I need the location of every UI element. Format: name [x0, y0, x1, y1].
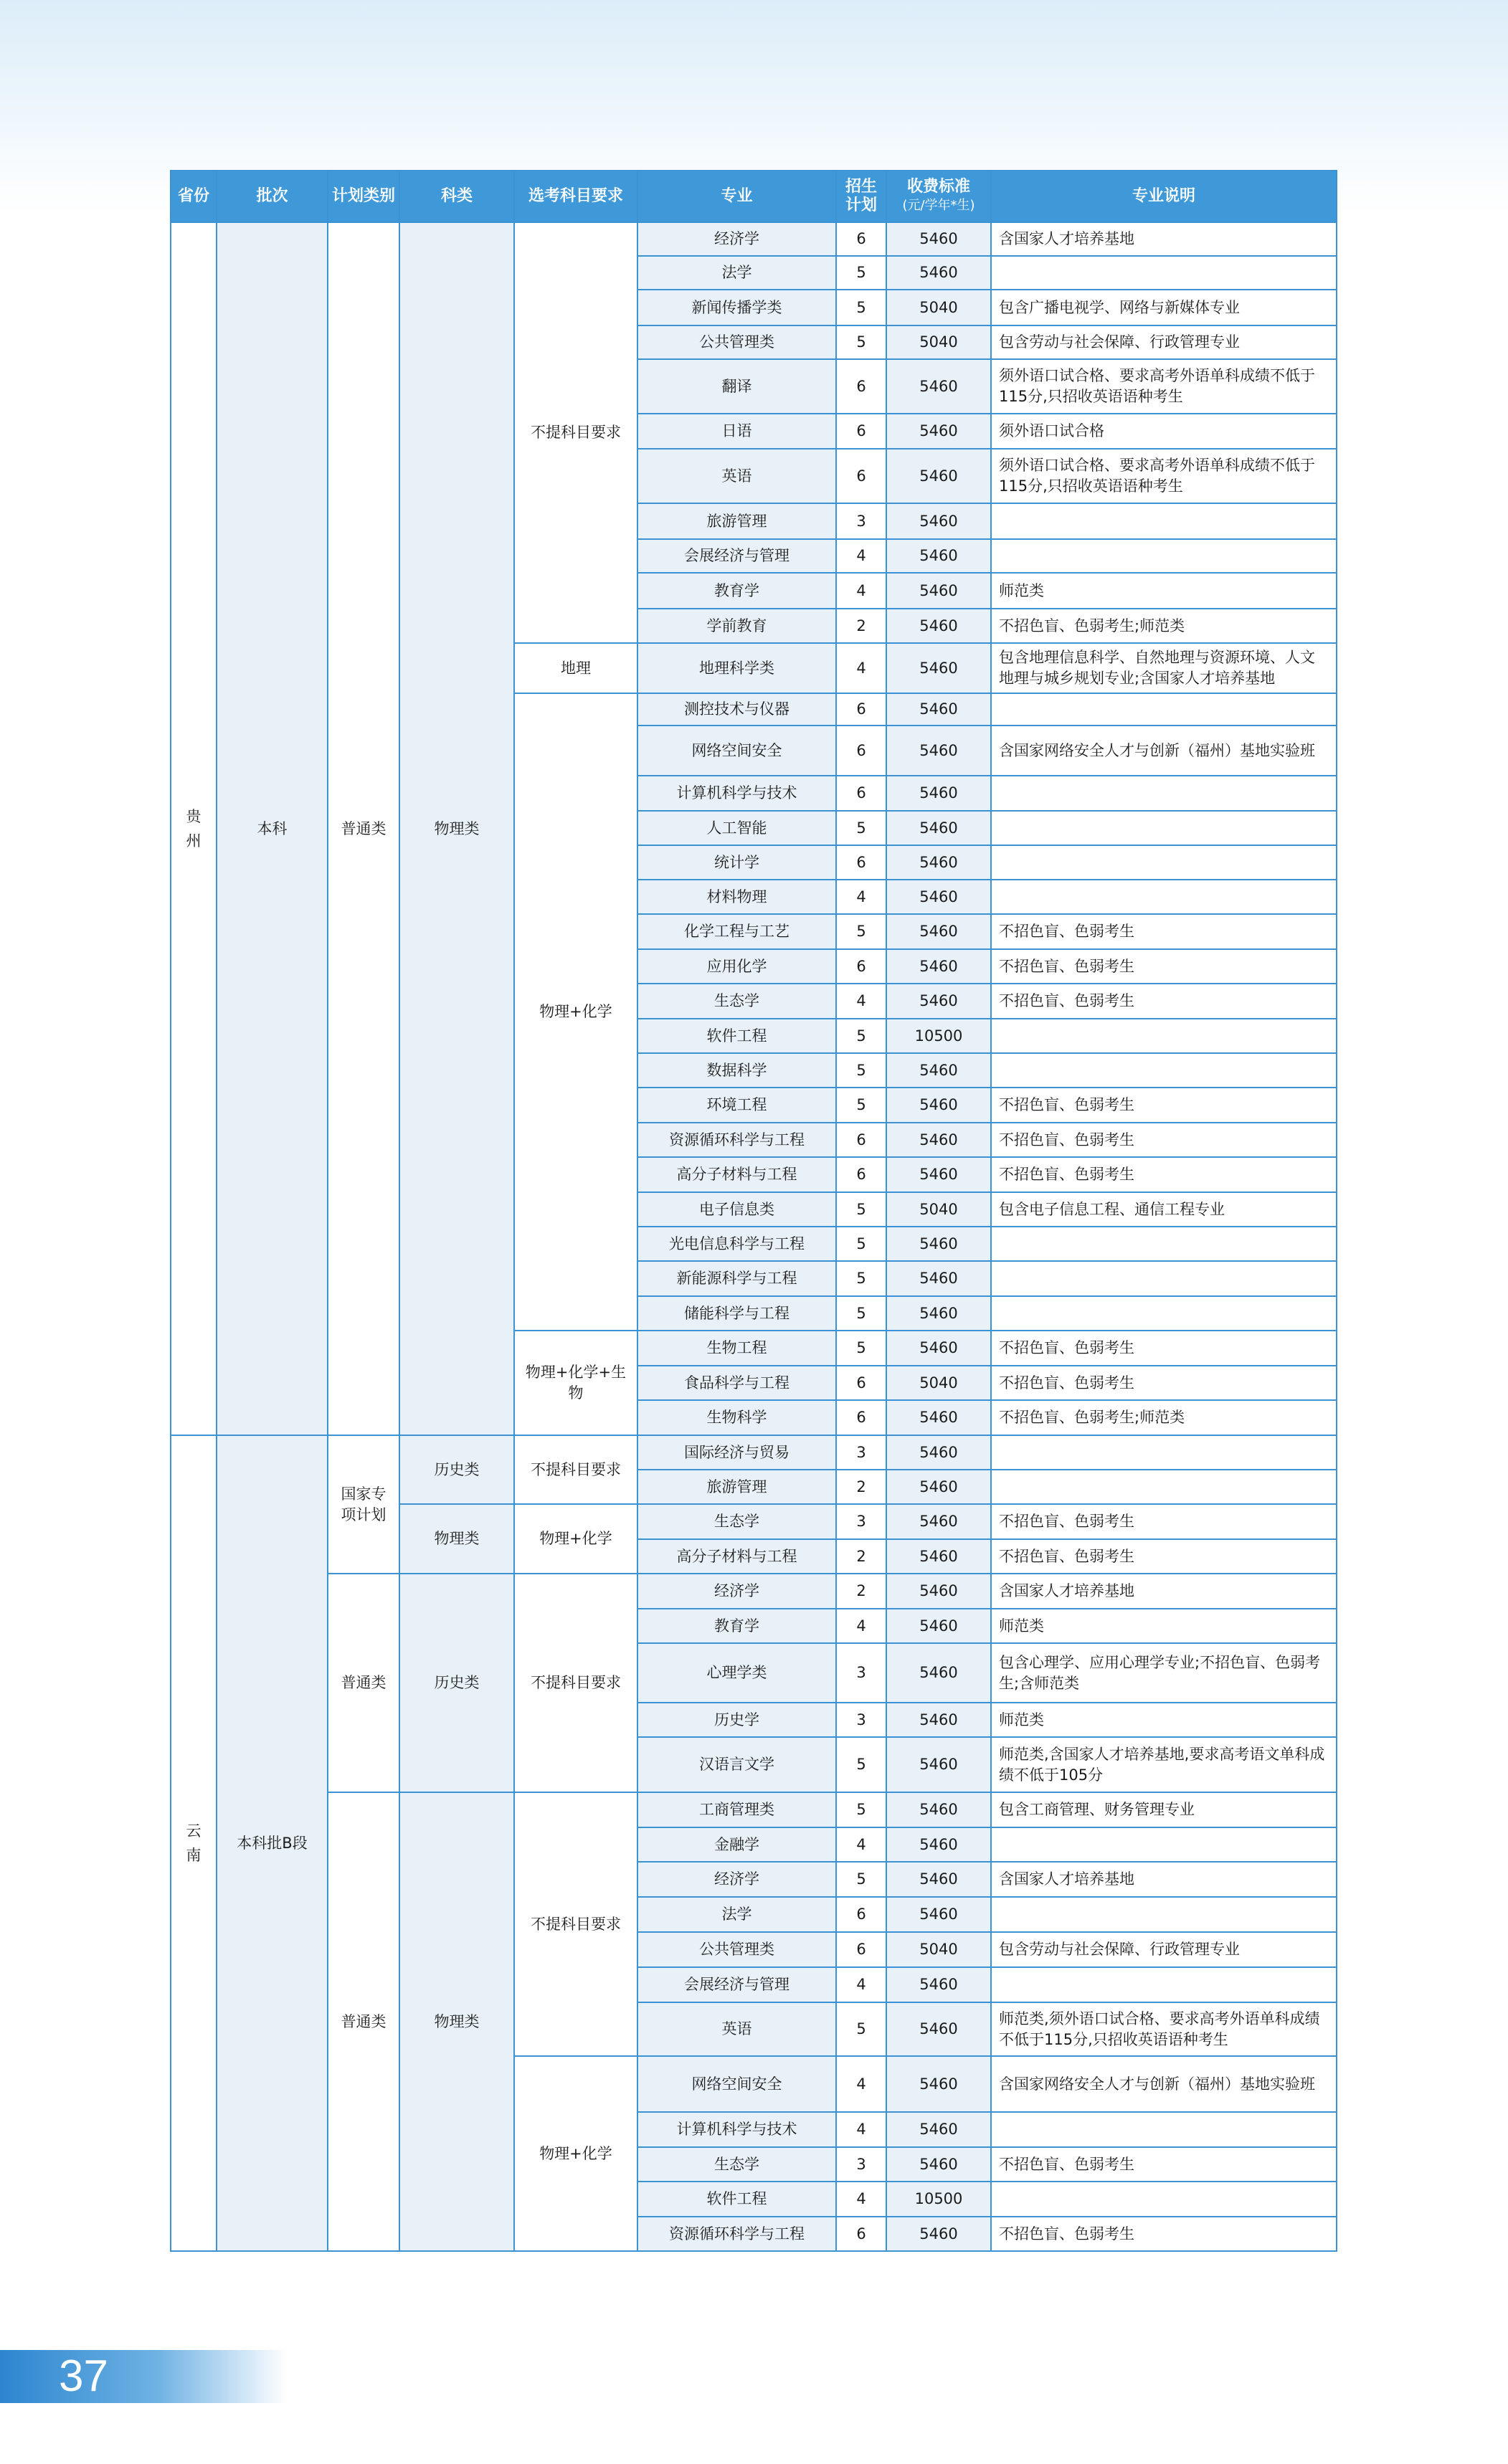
major-note: 不招色盲、色弱考生 [991, 1504, 1337, 1539]
enrollment-count: 6 [836, 1157, 886, 1192]
fee-value: 5460 [886, 573, 991, 609]
subject-req-yunnan-phy-chem-1: 物理+化学 [514, 1504, 637, 1574]
major-name: 经济学 [637, 1862, 836, 1897]
major-name: 地理科学类 [637, 643, 836, 693]
fee-value: 5460 [886, 256, 991, 290]
major-note: 不招色盲、色弱考生;师范类 [991, 1400, 1337, 1435]
admission-plan-table [170, 170, 1337, 2252]
fee-value: 5040 [886, 1192, 991, 1227]
fee-value: 5460 [886, 1470, 991, 1504]
major-name: 日语 [637, 414, 836, 449]
fee-value: 5460 [886, 643, 991, 693]
major-name: 生态学 [637, 984, 836, 1019]
fee-value: 10500 [886, 1019, 991, 1053]
major-name: 资源循环科学与工程 [637, 2217, 836, 2251]
fee-value: 5460 [886, 1539, 991, 1574]
fee-value: 5460 [886, 1737, 991, 1792]
major-note [991, 2112, 1337, 2147]
fee-value: 10500 [886, 2182, 991, 2217]
major-name: 生态学 [637, 2147, 836, 2182]
subject-req-guizhou-geo: 地理 [514, 643, 637, 693]
fee-value: 5460 [886, 1088, 991, 1123]
fee-value: 5460 [886, 1703, 991, 1737]
subject-req-guizhou-none: 不提科目要求 [514, 222, 637, 643]
major-note: 不招色盲、色弱考生 [991, 949, 1337, 984]
major-name: 公共管理类 [637, 1932, 836, 1967]
major-note [991, 693, 1337, 726]
major-note: 含国家网络安全人才与创新（福州）基地实验班 [991, 726, 1337, 776]
major-note [991, 811, 1337, 845]
enrollment-count: 5 [836, 325, 886, 359]
enrollment-count: 5 [836, 2002, 886, 2056]
fee-value: 5460 [886, 609, 991, 643]
major-name: 法学 [637, 1897, 836, 1932]
fee-value: 5460 [886, 914, 991, 949]
category-yunnan-physics-1: 物理类 [399, 1504, 514, 1574]
fee-value: 5460 [886, 1435, 991, 1470]
subject-req-yunnan-none-3: 不提科目要求 [514, 1792, 637, 2056]
enrollment-count: 5 [836, 1862, 886, 1897]
major-note: 含国家人才培养基地 [991, 1574, 1337, 1609]
fee-value: 5460 [886, 1261, 991, 1296]
batch-yunnan: 本科批B段 [217, 1435, 328, 2251]
major-name: 软件工程 [637, 2182, 836, 2217]
major-name: 计算机科学与技术 [637, 2112, 836, 2147]
enrollment-count: 4 [836, 1609, 886, 1643]
major-name: 网络空间安全 [637, 726, 836, 776]
major-name: 学前教育 [637, 609, 836, 643]
enrollment-count: 5 [836, 1296, 886, 1331]
major-name: 旅游管理 [637, 503, 836, 539]
major-name: 国际经济与贸易 [637, 1435, 836, 1470]
major-note: 须外语口试合格 [991, 414, 1337, 449]
enrollment-count: 5 [836, 1053, 886, 1088]
major-name: 数据科学 [637, 1053, 836, 1088]
page-number: 37 [0, 2350, 287, 2403]
major-note: 须外语口试合格、要求高考外语单科成绩不低于115分,只招收英语语种考生 [991, 359, 1337, 414]
fee-value: 5460 [886, 949, 991, 984]
major-name: 会展经济与管理 [637, 539, 836, 573]
enrollment-count: 6 [836, 949, 886, 984]
major-note: 包含劳动与社会保障、行政管理专业 [991, 1932, 1337, 1967]
major-note: 须外语口试合格、要求高考外语单科成绩不低于115分,只招收英语语种考生 [991, 449, 1337, 503]
header-category: 科类 [399, 171, 514, 222]
major-name: 统计学 [637, 845, 836, 880]
table-row [171, 1435, 1337, 1470]
province-guizhou-char-2: 州 [186, 832, 201, 850]
major-name: 心理学类 [637, 1643, 836, 1703]
fee-value: 5460 [886, 414, 991, 449]
subject-req-guizhou-phy-chem: 物理+化学 [514, 693, 637, 1331]
major-name: 翻译 [637, 359, 836, 414]
major-note [991, 1296, 1337, 1331]
header-province: 省份 [171, 171, 217, 222]
enrollment-count: 5 [836, 1792, 886, 1827]
table-row [171, 1574, 1337, 1609]
major-note: 包含心理学、应用心理学专业;不招色盲、色弱考生;含师范类 [991, 1643, 1337, 1703]
major-note [991, 1053, 1337, 1088]
major-note: 不招色盲、色弱考生 [991, 914, 1337, 949]
header-major: 专业 [637, 171, 836, 222]
enrollment-count: 4 [836, 984, 886, 1019]
major-note [991, 539, 1337, 573]
enrollment-count: 6 [836, 726, 886, 776]
major-name: 化学工程与工艺 [637, 914, 836, 949]
plan-type-yunnan-general-2: 普通类 [328, 1792, 399, 2251]
header-note: 专业说明 [991, 171, 1337, 222]
major-note: 师范类 [991, 573, 1337, 609]
fee-value: 5460 [886, 1574, 991, 1609]
province-guizhou [171, 222, 217, 1435]
fee-value: 5460 [886, 2112, 991, 2147]
major-name: 金融学 [637, 1827, 836, 1862]
batch-guizhou: 本科 [217, 222, 328, 1435]
enrollment-count: 4 [836, 643, 886, 693]
major-note [991, 503, 1337, 539]
enrollment-count: 3 [836, 1435, 886, 1470]
plan-type-guizhou: 普通类 [328, 222, 399, 1435]
major-name: 法学 [637, 256, 836, 290]
table-body [171, 222, 1337, 2251]
enrollment-count: 6 [836, 1897, 886, 1932]
fee-value: 5460 [886, 1157, 991, 1192]
major-note [991, 256, 1337, 290]
fee-value: 5460 [886, 1331, 991, 1366]
major-note: 师范类 [991, 1609, 1337, 1643]
major-name: 储能科学与工程 [637, 1296, 836, 1331]
fee-value: 5460 [886, 811, 991, 845]
enrollment-count: 6 [836, 449, 886, 503]
major-name: 应用化学 [637, 949, 836, 984]
enrollment-count: 4 [836, 1967, 886, 2002]
enrollment-count: 3 [836, 503, 886, 539]
major-note: 不招色盲、色弱考生 [991, 1331, 1337, 1366]
major-note: 包含劳动与社会保障、行政管理专业 [991, 325, 1337, 359]
major-name: 生物科学 [637, 1400, 836, 1435]
major-note: 不招色盲、色弱考生;师范类 [991, 609, 1337, 643]
major-note [991, 845, 1337, 880]
major-note [991, 1227, 1337, 1261]
fee-value: 5460 [886, 2217, 991, 2251]
major-name: 网络空间安全 [637, 2056, 836, 2112]
header-fee-unit: (元/学年*生) [902, 198, 975, 213]
fee-value: 5460 [886, 1053, 991, 1088]
major-note: 师范类 [991, 1703, 1337, 1737]
major-note: 师范类,须外语口试合格、要求高考外语单科成绩不低于115分,只招收英语语种考生 [991, 2002, 1337, 2056]
fee-value: 5460 [886, 1609, 991, 1643]
fee-value: 5460 [886, 1862, 991, 1897]
header-batch: 批次 [217, 171, 328, 222]
major-note: 不招色盲、色弱考生 [991, 2147, 1337, 2182]
plan-type-yunnan-general-1: 普通类 [328, 1574, 399, 1792]
major-note: 师范类,含国家人才培养基地,要求高考语文单科成绩不低于105分 [991, 1737, 1337, 1792]
fee-value: 5460 [886, 1967, 991, 2002]
fee-value: 5040 [886, 1932, 991, 1967]
enrollment-count: 5 [836, 290, 886, 325]
major-note [991, 1019, 1337, 1053]
fee-value: 5460 [886, 693, 991, 726]
major-note [991, 880, 1337, 914]
enrollment-count: 4 [836, 2056, 886, 2112]
enrollment-count: 5 [836, 1088, 886, 1123]
enrollment-count: 5 [836, 811, 886, 845]
header-fee-main: 收费标准 [906, 178, 970, 196]
major-name: 电子信息类 [637, 1192, 836, 1227]
fee-value: 5460 [886, 726, 991, 776]
fee-value: 5460 [886, 503, 991, 539]
fee-value: 5460 [886, 2056, 991, 2112]
major-name: 新闻传播学类 [637, 290, 836, 325]
major-note: 含国家人才培养基地 [991, 1862, 1337, 1897]
major-note: 不招色盲、色弱考生 [991, 1157, 1337, 1192]
header-plan-type: 计划类别 [328, 171, 399, 222]
enrollment-count: 4 [836, 1827, 886, 1862]
fee-value: 5460 [886, 776, 991, 811]
major-name: 工商管理类 [637, 1792, 836, 1827]
enrollment-count: 5 [836, 1019, 886, 1053]
fee-value: 5460 [886, 984, 991, 1019]
enrollment-count: 5 [836, 1227, 886, 1261]
fee-value: 5040 [886, 290, 991, 325]
major-note [991, 1967, 1337, 2002]
fee-value: 5040 [886, 325, 991, 359]
fee-value: 5460 [886, 1643, 991, 1703]
fee-value: 5460 [886, 222, 991, 256]
major-name: 生物工程 [637, 1331, 836, 1366]
major-name: 会展经济与管理 [637, 1967, 836, 2002]
major-name: 高分子材料与工程 [637, 1157, 836, 1192]
province-yunnan [171, 1435, 217, 2251]
major-note: 不招色盲、色弱考生 [991, 984, 1337, 1019]
fee-value: 5460 [886, 1227, 991, 1261]
major-name: 英语 [637, 449, 836, 503]
major-name: 英语 [637, 2002, 836, 2056]
fee-value: 5460 [886, 1792, 991, 1827]
major-name: 公共管理类 [637, 325, 836, 359]
major-note [991, 776, 1337, 811]
enrollment-count: 3 [836, 1703, 886, 1737]
major-note [991, 1435, 1337, 1470]
enrollment-count: 6 [836, 1932, 886, 1967]
major-note [991, 1470, 1337, 1504]
fee-value: 5460 [886, 1827, 991, 1862]
major-name: 计算机科学与技术 [637, 776, 836, 811]
major-name: 人工智能 [637, 811, 836, 845]
fee-value: 5460 [886, 539, 991, 573]
category-yunnan-physics-2: 物理类 [399, 1792, 514, 2251]
header-subject-requirement: 选考科目要求 [514, 171, 637, 222]
enrollment-count: 4 [836, 573, 886, 609]
major-note: 不招色盲、色弱考生 [991, 1366, 1337, 1400]
category-yunnan-history-1: 历史类 [399, 1435, 514, 1504]
category-yunnan-history-2: 历史类 [399, 1574, 514, 1792]
major-note [991, 1261, 1337, 1296]
major-name: 汉语言文学 [637, 1737, 836, 1792]
major-name: 光电信息科学与工程 [637, 1227, 836, 1261]
enrollment-count: 4 [836, 2182, 886, 2217]
major-note: 包含广播电视学、网络与新媒体专业 [991, 290, 1337, 325]
major-name: 生态学 [637, 1504, 836, 1539]
enrollment-count: 4 [836, 880, 886, 914]
major-note: 不招色盲、色弱考生 [991, 1539, 1337, 1574]
major-name: 软件工程 [637, 1019, 836, 1053]
fee-value: 5040 [886, 1366, 991, 1400]
major-note: 含国家网络安全人才与创新（福州）基地实验班 [991, 2056, 1337, 2112]
major-name: 旅游管理 [637, 1470, 836, 1504]
major-name: 测控技术与仪器 [637, 693, 836, 726]
enrollment-count: 4 [836, 2112, 886, 2147]
header-enrollment: 招生计划 [836, 171, 886, 222]
enrollment-count: 2 [836, 609, 886, 643]
enrollment-count: 5 [836, 1261, 886, 1296]
header-fee [886, 171, 991, 222]
enrollment-count: 5 [836, 914, 886, 949]
enrollment-count: 5 [836, 1192, 886, 1227]
fee-value: 5460 [886, 1400, 991, 1435]
plan-type-yunnan-special: 国家专项计划 [328, 1435, 399, 1574]
enrollment-count: 2 [836, 1574, 886, 1609]
major-name: 教育学 [637, 1609, 836, 1643]
province-yunnan-char-1: 云 [186, 1822, 201, 1840]
major-note [991, 1827, 1337, 1862]
major-name: 经济学 [637, 1574, 836, 1609]
enrollment-count: 6 [836, 222, 886, 256]
fee-value: 5460 [886, 2147, 991, 2182]
major-name: 资源循环科学与工程 [637, 1123, 836, 1157]
enrollment-count: 6 [836, 359, 886, 414]
major-name: 经济学 [637, 222, 836, 256]
subject-req-yunnan-none-1: 不提科目要求 [514, 1435, 637, 1504]
enrollment-count: 2 [836, 1539, 886, 1574]
enrollment-count: 3 [836, 1643, 886, 1703]
province-yunnan-char-2: 南 [186, 1847, 201, 1864]
enrollment-count: 6 [836, 845, 886, 880]
category-guizhou: 物理类 [399, 222, 514, 1435]
table-row [171, 1792, 1337, 1827]
major-name: 新能源科学与工程 [637, 1261, 836, 1296]
enrollment-count: 4 [836, 539, 886, 573]
major-note: 不招色盲、色弱考生 [991, 2217, 1337, 2251]
major-name: 食品科学与工程 [637, 1366, 836, 1400]
table-header-row [171, 171, 1337, 222]
fee-value: 5460 [886, 449, 991, 503]
fee-value: 5460 [886, 880, 991, 914]
enrollment-count: 3 [836, 2147, 886, 2182]
subject-req-guizhou-phy-chem-bio: 物理+化学+生物 [514, 1331, 637, 1435]
major-note: 不招色盲、色弱考生 [991, 1088, 1337, 1123]
major-name: 环境工程 [637, 1088, 836, 1123]
enrollment-count: 5 [836, 1331, 886, 1366]
enrollment-count: 6 [836, 1400, 886, 1435]
enrollment-count: 6 [836, 776, 886, 811]
enrollment-count: 6 [836, 2217, 886, 2251]
fee-value: 5460 [886, 1123, 991, 1157]
enrollment-count: 5 [836, 256, 886, 290]
enrollment-count: 6 [836, 693, 886, 726]
major-note: 包含地理信息科学、自然地理与资源环境、人文地理与城乡规划专业;含国家人才培养基地 [991, 643, 1337, 693]
fee-value: 5460 [886, 359, 991, 414]
major-name: 高分子材料与工程 [637, 1539, 836, 1574]
subject-req-yunnan-none-2: 不提科目要求 [514, 1574, 637, 1792]
enrollment-count: 2 [836, 1470, 886, 1504]
major-name: 教育学 [637, 573, 836, 609]
fee-value: 5460 [886, 845, 991, 880]
major-note: 含国家人才培养基地 [991, 222, 1337, 256]
fee-value: 5460 [886, 1897, 991, 1932]
subject-req-yunnan-phy-chem-2: 物理+化学 [514, 2056, 637, 2251]
major-name: 历史学 [637, 1703, 836, 1737]
major-note [991, 2182, 1337, 2217]
enrollment-count: 6 [836, 414, 886, 449]
fee-value: 5460 [886, 2002, 991, 2056]
enrollment-count: 6 [836, 1123, 886, 1157]
major-note: 包含工商管理、财务管理专业 [991, 1792, 1337, 1827]
major-note: 不招色盲、色弱考生 [991, 1123, 1337, 1157]
fee-value: 5460 [886, 1296, 991, 1331]
fee-value: 5460 [886, 1504, 991, 1539]
major-name: 材料物理 [637, 880, 836, 914]
enrollment-count: 3 [836, 1504, 886, 1539]
major-note [991, 1897, 1337, 1932]
enrollment-count: 5 [836, 1737, 886, 1792]
major-note: 包含电子信息工程、通信工程专业 [991, 1192, 1337, 1227]
table-row [171, 222, 1337, 256]
province-guizhou-char-1: 贵 [186, 808, 201, 825]
enrollment-count: 6 [836, 1366, 886, 1400]
